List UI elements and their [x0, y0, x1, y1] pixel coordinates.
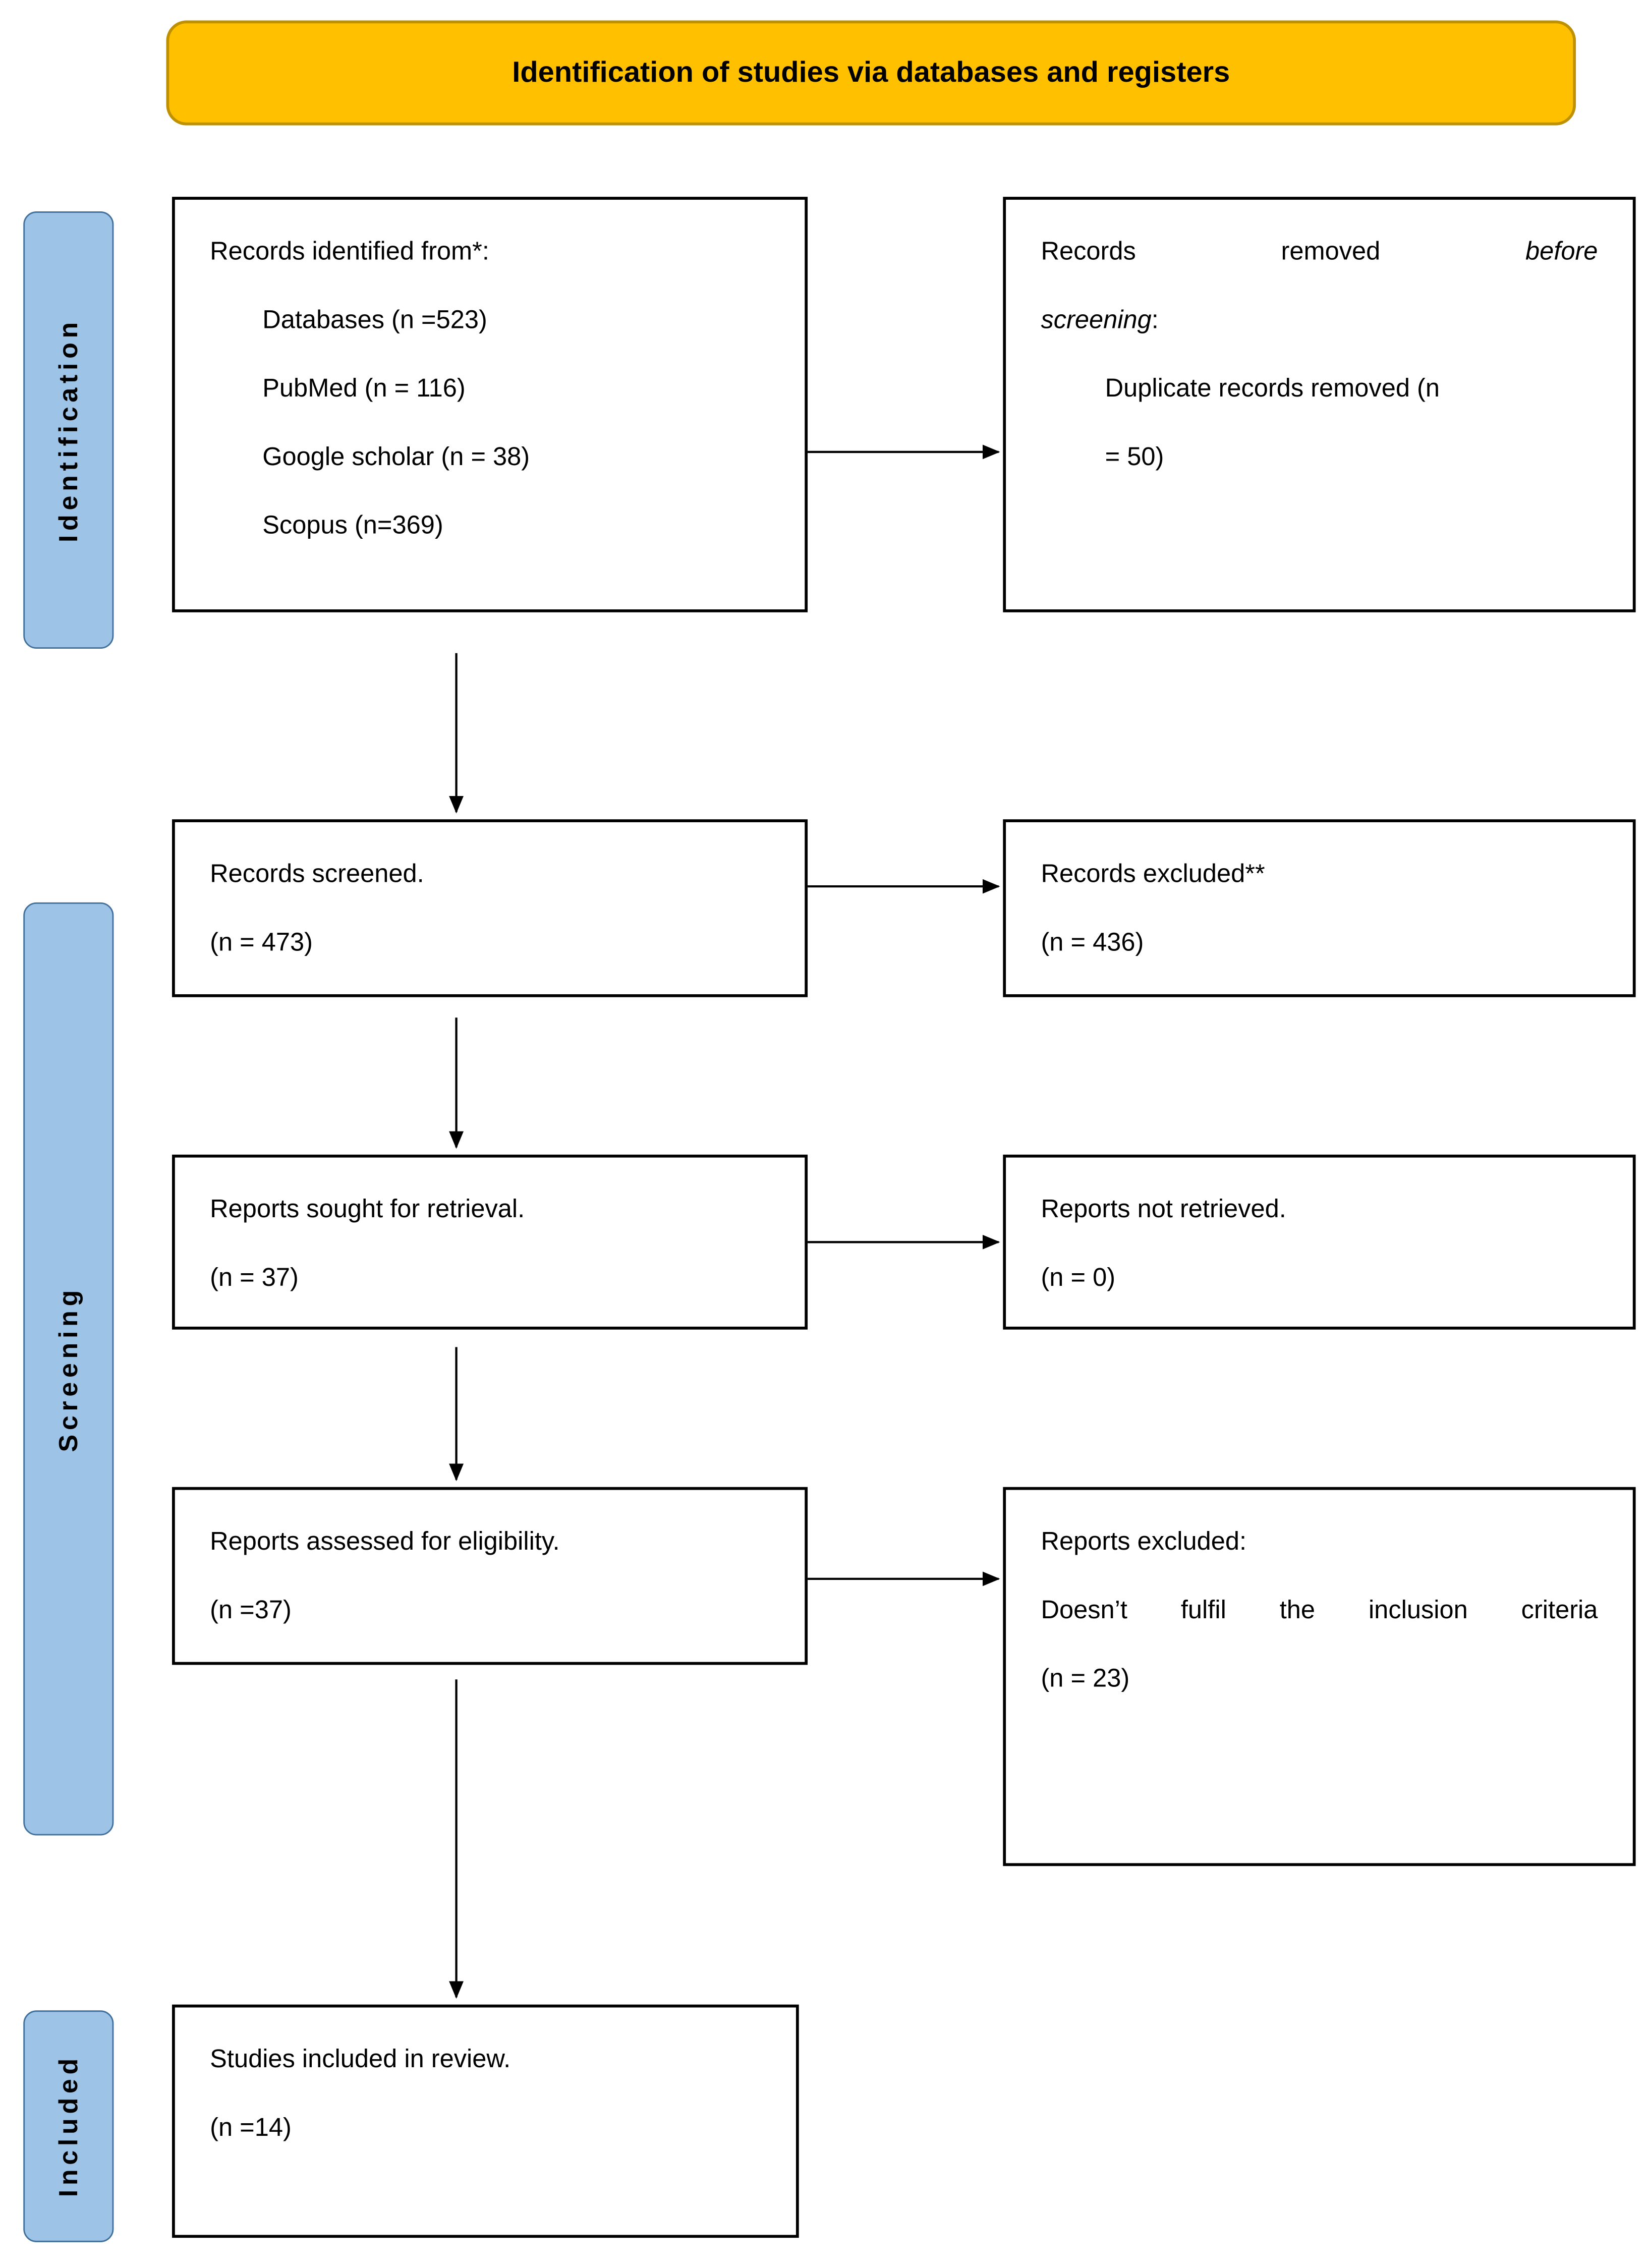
records-identified-item-pubmed: PubMed (n = 116)	[262, 373, 466, 403]
records-removed-detail	[1105, 354, 1598, 491]
box-reports-not-retrieved	[1003, 1155, 1635, 1330]
header-title: Identification of studies via databases and registers	[512, 56, 1230, 88]
stage-label-included-text: Included	[53, 2055, 83, 2198]
box-reports-sought	[172, 1155, 808, 1330]
box-studies-included	[172, 2005, 799, 2238]
records-screened-text: Records screened.	[210, 859, 424, 888]
records-removed-line2	[1041, 286, 1598, 354]
reports-sought-text: Reports sought for retrieval.	[210, 1194, 525, 1223]
records-removed-detail-line1: Duplicate records removed (n	[1105, 373, 1440, 403]
records-identified-item-google-scholar: Google scholar (n = 38)	[262, 441, 530, 471]
records-identified-item-scopus: Scopus (n=369)	[262, 510, 443, 540]
reports-excluded-reason: Doesn’t fulfil the inclusion criteria	[1041, 1595, 1598, 1624]
reports-assessed-text: Reports assessed for eligibility.	[210, 1526, 560, 1556]
stage-label-identification-text: Identification	[53, 318, 83, 543]
records-excluded-text: Records excluded**	[1041, 859, 1265, 888]
studies-included-count: (n =14)	[210, 2112, 292, 2142]
records-removed-line1-normal: Records removed	[1041, 236, 1526, 265]
reports-not-retrieved-count: (n = 0)	[1041, 1262, 1116, 1292]
stage-label-screening	[23, 902, 113, 1836]
reports-sought-count: (n = 37)	[210, 1262, 299, 1292]
box-reports-excluded	[1003, 1487, 1635, 1866]
box-records-identified	[172, 197, 808, 612]
records-identified-title: Records identified from*:	[210, 236, 489, 265]
box-records-removed	[1003, 197, 1635, 612]
reports-excluded-title: Reports excluded:	[1041, 1526, 1247, 1556]
records-removed-line2-italic: screening	[1041, 305, 1152, 334]
records-removed-line1-italic: before	[1525, 236, 1598, 265]
records-screened-count: (n = 473)	[210, 927, 313, 956]
stage-label-identification	[23, 211, 113, 649]
records-removed-detail-line2: = 50)	[1105, 441, 1164, 471]
stage-label-screening-text: Screening	[53, 1285, 83, 1452]
box-reports-assessed	[172, 1487, 808, 1665]
reports-assessed-count: (n =37)	[210, 1595, 292, 1624]
records-excluded-count: (n = 436)	[1041, 927, 1144, 956]
header-banner	[166, 20, 1576, 125]
box-records-excluded	[1003, 819, 1635, 997]
records-removed-line1	[1041, 217, 1598, 286]
reports-excluded-count: (n = 23)	[1041, 1663, 1130, 1693]
stage-label-included	[23, 2010, 113, 2242]
records-identified-item-databases: Databases (n =523)	[262, 305, 487, 334]
studies-included-text: Studies included in review.	[210, 2044, 511, 2073]
box-records-screened	[172, 819, 808, 997]
reports-not-retrieved-text: Reports not retrieved.	[1041, 1194, 1286, 1223]
records-removed-line2-tail: :	[1151, 305, 1159, 334]
